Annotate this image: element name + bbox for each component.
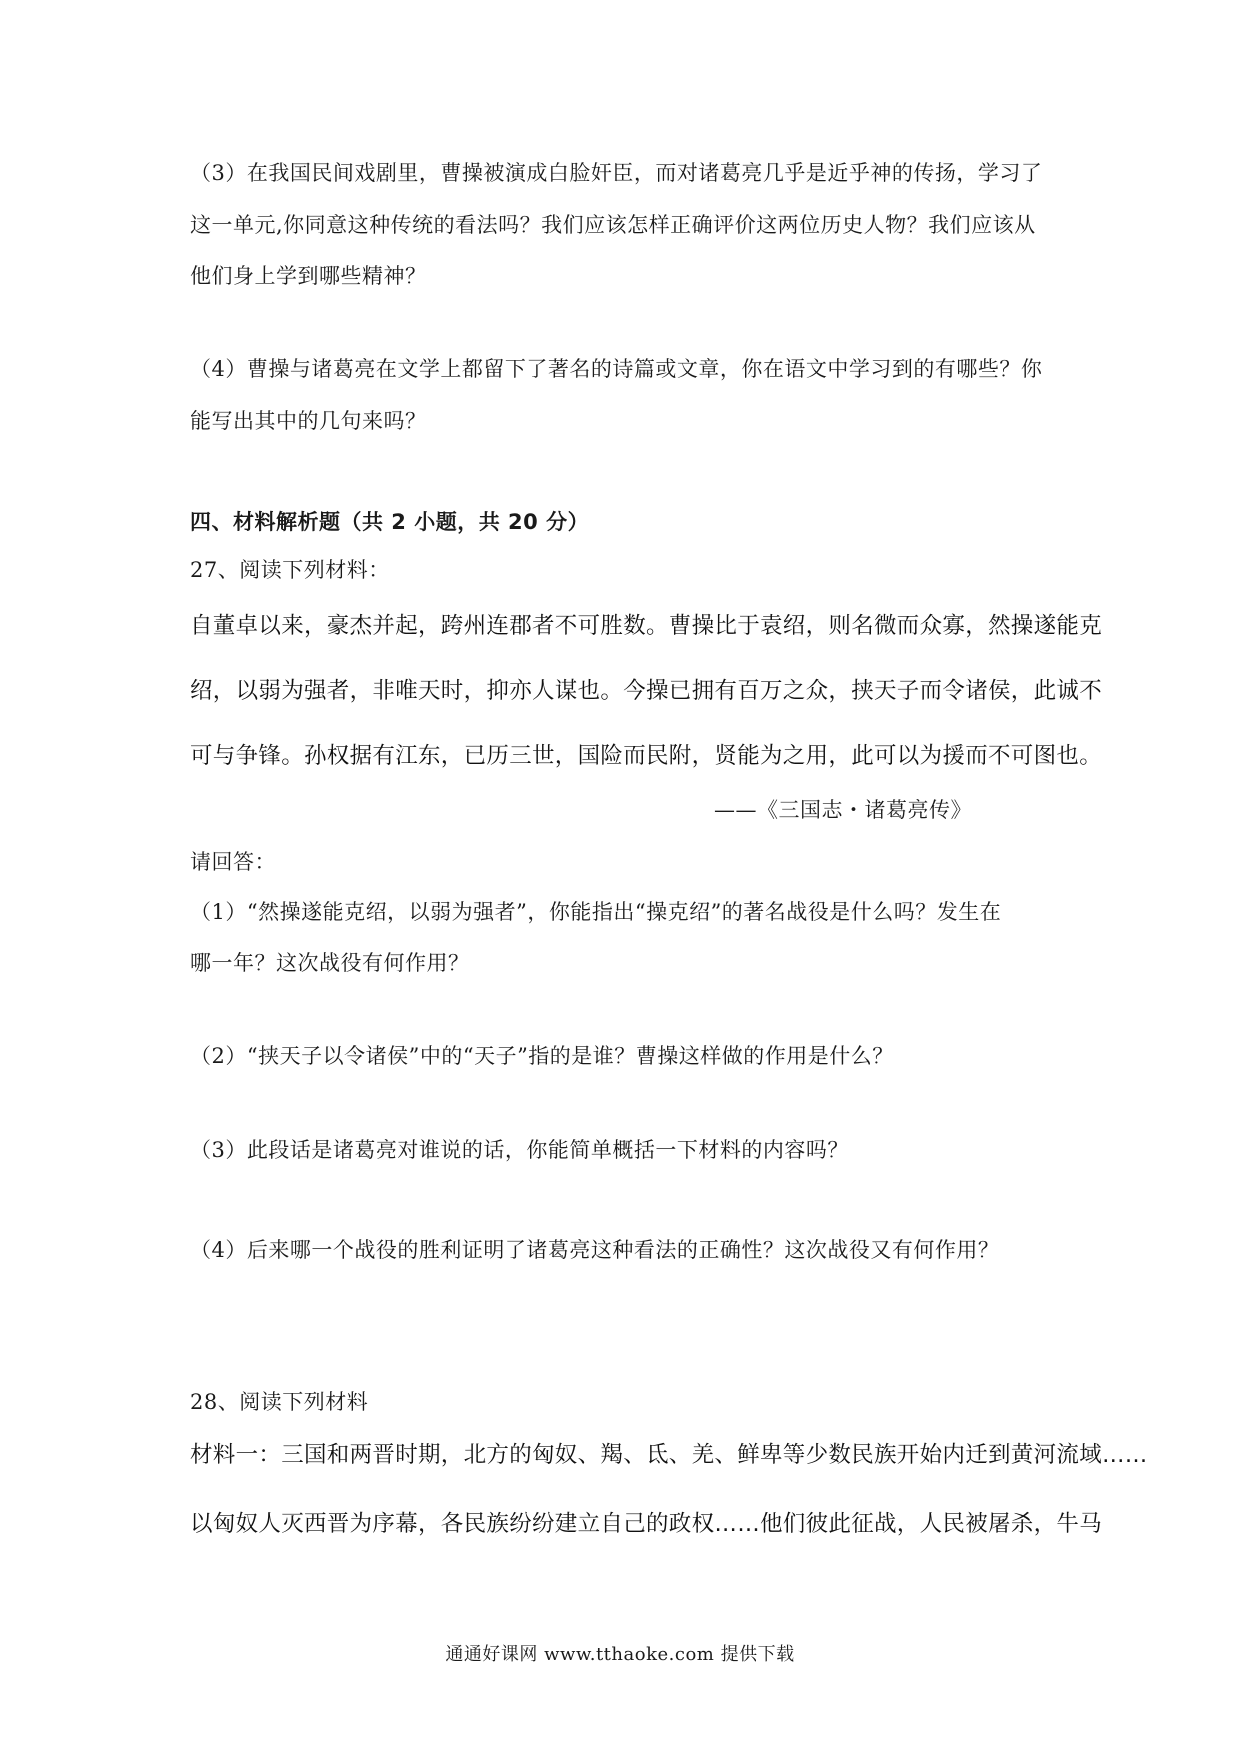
q28-intro: 28、阅读下列材料 <box>190 1390 369 1414</box>
q28-material1-line2: 以匈奴人灭西晋为序幕，各民族纷纷建立自己的政权……他们彼此征战，人民被屠杀，牛马 <box>190 1511 1103 1537</box>
q27-material-line1: 自董卓以来，豪杰并起，跨州连郡者不可胜数。曹操比于袁绍，则名微而众寡，然操遂能克 <box>190 613 1103 639</box>
q27-question4: （4）后来哪一个战役的胜利证明了诸葛亮这种看法的正确性？这次战役又有何作用？ <box>190 1238 1000 1262</box>
q27-question2: （2）“挟天子以令诸侯”中的“天子”指的是谁？曹操这样做的作用是什么？ <box>190 1044 894 1068</box>
q27-material-line3: 可与争锋。孙权据有江东，已历三世，国险而民附，贤能为之用，此可以为援而不可图也。 <box>190 743 1103 769</box>
page-footer: 通通好课网 www.tthaoke.com 提供下载 <box>445 1644 795 1665</box>
section-heading: 四、材料解析题（共 2 小题，共 20 分） <box>190 510 590 534</box>
q27-question1-line2: 哪一年？这次战役有何作用？ <box>190 951 470 975</box>
q26-part4-line1: （4）曹操与诸葛亮在文学上都留下了著名的诗篇或文章，你在语文中学习到的有哪些？你 <box>190 357 1043 381</box>
q27-source: ——《三国志・诸葛亮传》 <box>714 798 972 822</box>
q26-part3-line3: 他们身上学到哪些精神？ <box>190 264 427 288</box>
q27-material-line2: 绍，以弱为强者，非唯天时，抑亦人谋也。今操已拥有百万之众，挟天子而令诸侯，此诚不 <box>190 678 1103 704</box>
q28-material1-line1: 材料一：三国和两晋时期，北方的匈奴、羯、氐、羌、鲜卑等少数民族开始内迁到黄河流域…… <box>190 1442 1148 1468</box>
q26-part3-line1: （3）在我国民间戏剧里，曹操被演成白脸奸臣，而对诸葛亮几乎是近乎神的传扬，学习了 <box>190 161 1043 185</box>
q27-prompt: 请回答： <box>190 850 276 874</box>
q27-question3: （3）此段话是诸葛亮对谁说的话，你能简单概括一下材料的内容吗？ <box>190 1138 849 1162</box>
q27-intro: 27、阅读下列材料： <box>190 558 390 582</box>
q26-part3-line2: 这一单元,你同意这种传统的看法吗？我们应该怎样正确评价这两位历史人物？我们应该从 <box>190 213 1036 237</box>
q27-question1-line1: （1）“然操遂能克绍，以弱为强者”，你能指出“操克绍”的著名战役是什么吗？发生在 <box>190 900 1002 924</box>
q26-part4-line2: 能写出其中的几句来吗？ <box>190 409 427 433</box>
